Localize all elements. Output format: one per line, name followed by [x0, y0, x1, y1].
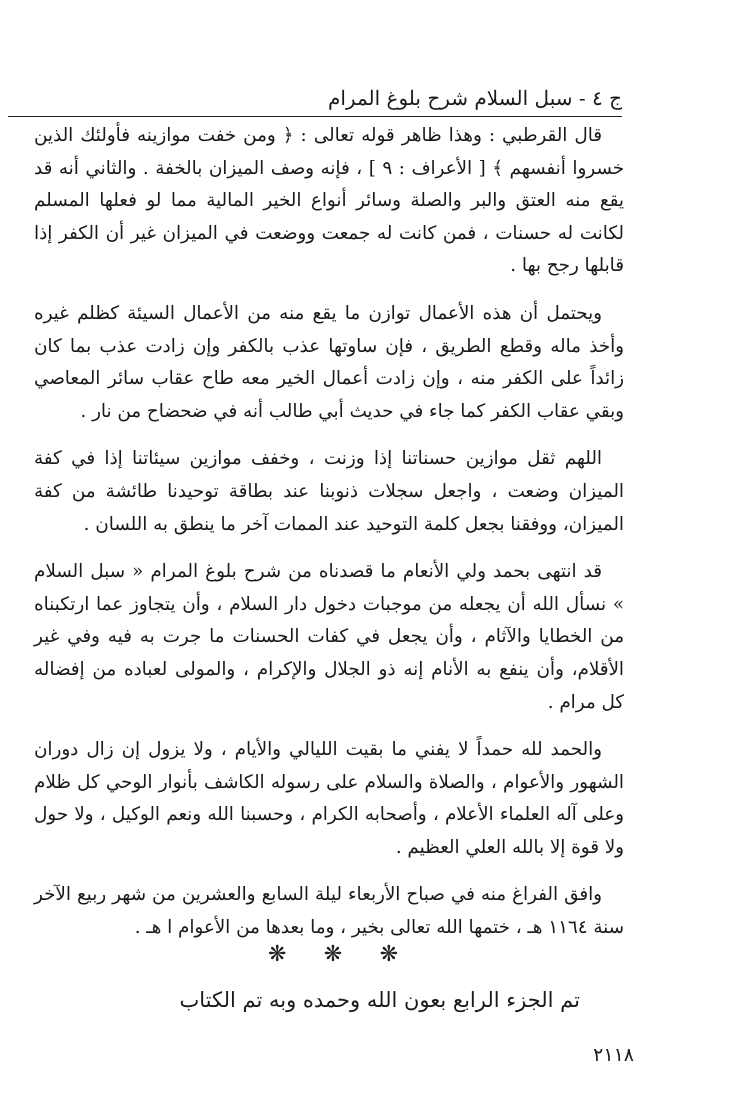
- paragraph-qurtubi: قال القرطبي : وهذا ظاهر قوله تعالى : ﴿ ومن خفت موازينه فأولئك الذين خسروا أنفسهم ﴾ [ الأعراف : ٩ ] ، فإنه وصف الميزان بالخفة . والثاني أنه قد يقع منه العتق والبر والصلة وسائر أنواع الخير المالية مما لو فعلها المسلم لكانت له حسنات ، فمن كانت له جمعت ووضعت في الميزان غير أن الكفر إذا قابلها رجح بها .: [34, 125, 624, 277]
- paragraph-weighing: ويحتمل أن هذه الأعمال توازن ما يقع منه من الأعمال السيئة كظلم غيره وأخذ ماله وقطع الطريق ، فإن ساوتها عذب بالكفر وإن زادت عذب بما كان زائداً على الكفر منه ، وإن زادت أعمال الخير معه طاح عقاب سائر المعاصي وبقي عقاب الكفر كما جاء في حديث أبي طالب أنه في ضحضاح من نار .: [34, 302, 624, 422]
- header-rule: [8, 116, 622, 117]
- paragraph-supplication: اللهم ثقل موازين حسناتنا إذا وزنت ، وخفف موازين سيئاتنا إذا في كفة الميزان وضعت ، واجعل سجلات ذنوبنا عند بطاقة توحيدنا طائشة من كفة الميزان، ووفقنا بجعل كلمة التوحيد عند الممات آخر ما ينطق به اللسان .: [34, 448, 624, 535]
- star-ornament-icon: ❋: [323, 942, 343, 967]
- colophon: تم الجزء الرابع بعون الله وحمده وبه تم الكتاب: [179, 988, 580, 1012]
- star-ornament-icon: ❋: [379, 942, 398, 967]
- section-separator: [268, 942, 398, 967]
- running-header: ج ٤ - سبل السلام شرح بلوغ المرام: [327, 86, 622, 110]
- page-number: ٢١١٨: [593, 1044, 634, 1066]
- star-ornament-icon: ❋: [268, 942, 287, 967]
- paragraph-praise: والحمد لله حمداً لا يفني ما بقيت الليالي والأيام ، ولا يزول إن زال دوران الشهور والأعوام ، والصلاة والسلام على رسوله الكاشف بأنوار الوحي كل ظلام وعلى آله العلماء الأعلام ، وأصحابه الكرام ، وحسبنا الله ونعم الوكيل ، ولا حول ولا قوة إلا بالله العلي العظيم .: [34, 739, 624, 858]
- paragraph-conclusion: قد انتهى بحمد ولي الأنعام ما قصدناه من شرح بلوغ المرام « سبل السلام » نسأل الله أن يجعله من موجبات دخول دار السلام ، وأن يتجاوز عما ارتكبناه من الخطايا والآثام ، وأن يجعل في كفات الحسنات ما جرت به فيه وفي غير الأقلام، وأن ينفع به الأنام إنه ذو الجلال والإكرام ، والمولى لعباده من إفضاله كل مرام .: [34, 561, 624, 713]
- paragraph-completion-date: وافق الفراغ منه في صباح الأربعاء ليلة السابع والعشرين من شهر ربيع الآخر سنة ١١٦٤ هـ ، ختمها الله تعالى بخير ، وما بعدها من الأعوام ا هـ .: [34, 884, 624, 939]
- body-text: [34, 120, 624, 960]
